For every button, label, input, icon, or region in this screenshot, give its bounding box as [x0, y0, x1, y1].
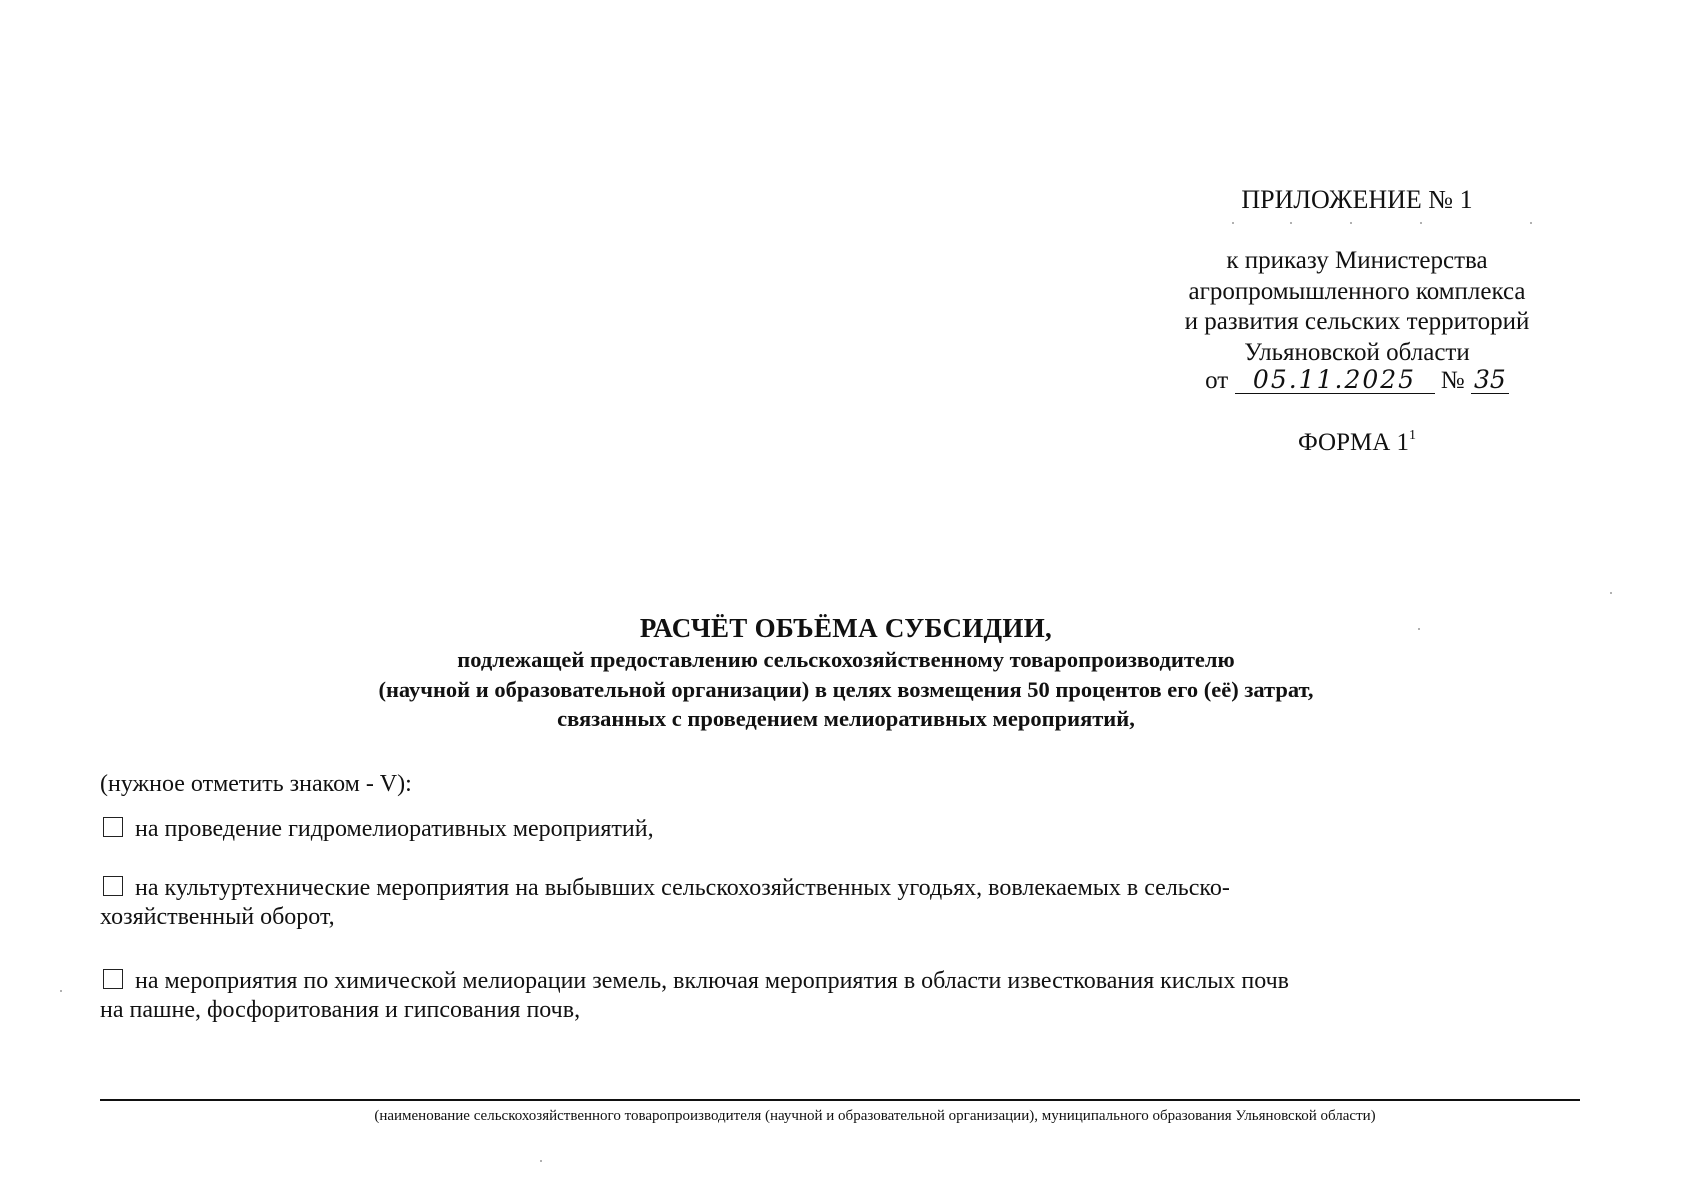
scan-speck	[1530, 222, 1532, 224]
option-chemical-melioration	[100, 967, 1600, 1025]
checkbox-cultural-technical[interactable]	[103, 876, 123, 896]
form-label-text: ФОРМА 1	[1297, 429, 1410, 456]
title-sub-line-3: связанных с проведением мелиоративных мероприятий,	[557, 706, 1135, 731]
order-line-2: агропромышленного комплекса	[1188, 277, 1526, 305]
order-date-number-line	[1137, 366, 1577, 396]
option-chemical-melioration-text-line-1: на мероприятия по химической мелиорации земель, включая мероприятия в области известкования кислых почв	[135, 968, 1290, 994]
scan-speck	[1290, 222, 1292, 224]
form-label-footnote-mark: 1	[1409, 428, 1417, 443]
scan-speck	[540, 1160, 542, 1162]
checkbox-chemical-melioration[interactable]	[103, 969, 123, 989]
checkbox-hydromelioration[interactable]	[103, 817, 123, 837]
option-chemical-melioration-text-line-2: на пашне, фосфоритования и гипсования почв,	[100, 997, 581, 1023]
scan-speck	[1420, 222, 1422, 224]
document-title	[150, 612, 1542, 734]
title-sub-line-2: (научной и образовательной организации) в целях возмещения 50 процентов его (её) затрат,	[378, 676, 1314, 702]
order-date-field[interactable]: 05.11.2025	[1235, 367, 1435, 394]
option-hydromelioration	[100, 815, 1600, 844]
order-line-3: и развития сельских территорий	[1184, 308, 1530, 335]
order-reference	[1137, 246, 1577, 368]
scan-speck	[1418, 628, 1420, 630]
scan-speck	[60, 990, 62, 992]
appendix-title: ПРИЛОЖЕНИЕ № 1	[1241, 185, 1473, 214]
scan-speck	[1350, 222, 1352, 224]
scan-speck	[1232, 222, 1234, 224]
option-cultural-technical	[100, 874, 1600, 932]
option-cultural-technical-text-line-2: хозяйственный оборот,	[100, 904, 335, 930]
option-hydromelioration-text: на проведение гидромелиоративных мероприятий,	[135, 816, 654, 842]
option-cultural-technical-text-line-1: на культуртехнические мероприятия на выбывших сельскохозяйственных угодьях, вовлекаемых в сельско-	[135, 875, 1230, 901]
order-date-prefix: от	[1205, 367, 1229, 394]
scan-speck	[1610, 592, 1612, 594]
producer-name-caption: (наименование сельскохозяйственного товаропроизводителя (научной и образовательной организации), муниципального образования Ульяновской области)	[374, 1108, 1376, 1124]
producer-name-field-line[interactable]	[100, 1099, 1580, 1101]
order-number-field[interactable]: 35	[1471, 367, 1509, 394]
instruction-note: (нужное отметить знаком - V):	[100, 771, 412, 797]
form-label	[1157, 428, 1557, 458]
order-number-prefix: №	[1440, 367, 1465, 394]
order-line-1: к приказу Министерства	[1226, 247, 1488, 274]
title-main: РАСЧЁТ ОБЪЁМА СУБСИДИИ,	[639, 613, 1053, 643]
order-line-4: Ульяновской области	[1244, 338, 1470, 366]
title-sub-line-1: подлежащей предоставлению сельскохозяйственному товаропроизводителю	[457, 647, 1235, 672]
